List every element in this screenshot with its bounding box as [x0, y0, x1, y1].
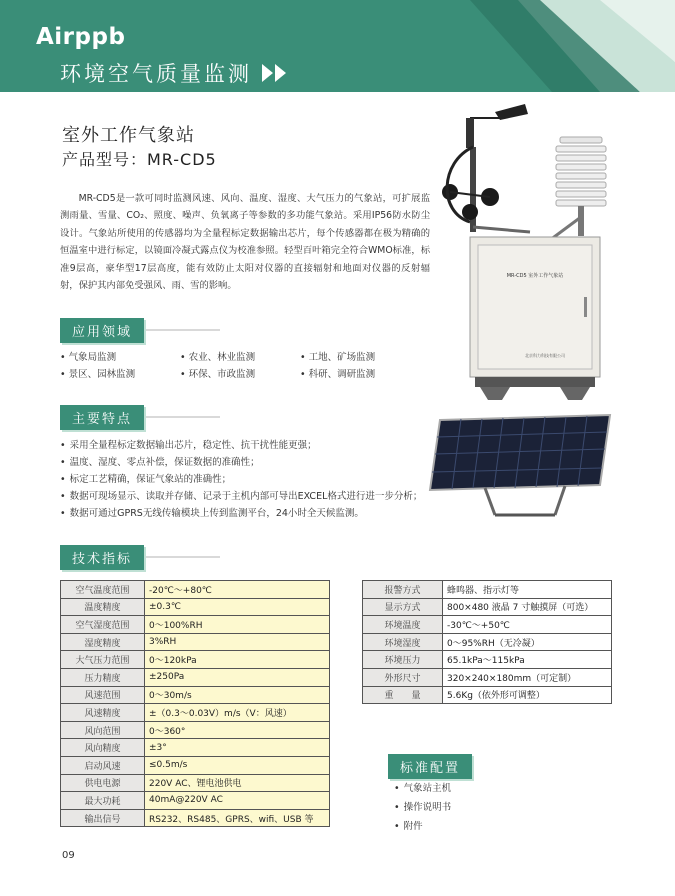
- table-row: [363, 686, 612, 704]
- spec-key: 温度精度: [61, 598, 145, 616]
- product-title: 室外工作气象站: [62, 125, 195, 146]
- table-row: [61, 598, 330, 616]
- spec-value: ±0.3℃: [145, 598, 330, 616]
- table-row: [61, 668, 330, 686]
- section-specs-heading: 技术指标: [60, 545, 144, 570]
- list-item: • 景区、园林监测: [60, 366, 180, 383]
- table-row: [363, 633, 612, 651]
- section-applications-heading: 应用领域: [60, 318, 144, 343]
- brand-logo: Airppb: [36, 24, 126, 50]
- spec-key: 湿度精度: [61, 633, 145, 651]
- spec-value: 0～120kPa: [145, 651, 330, 669]
- spec-value: -20℃～+80℃: [145, 581, 330, 599]
- spec-value: RS232、RS485、GPRS、wifi、USB 等: [145, 809, 330, 827]
- list-item: • 采用全量程标定数据输出芯片，稳定性、抗干扰性能更强；: [60, 437, 440, 454]
- weather-station-image: [430, 92, 630, 412]
- features-list: [60, 437, 440, 522]
- spec-key: 报警方式: [363, 581, 443, 599]
- spec-value: ±3°: [145, 739, 330, 757]
- spec-value: 320×240×180mm（可定制）: [443, 668, 612, 686]
- spec-key: 供电电源: [61, 774, 145, 792]
- section-features-heading: 主要特点: [60, 405, 144, 430]
- table-row: [363, 616, 612, 634]
- spec-value: 0～95%RH（无冷凝）: [443, 633, 612, 651]
- spec-value: 5.6Kg（依外形可调整）: [443, 686, 612, 704]
- spec-key: 空气湿度范围: [61, 616, 145, 634]
- table-row: [61, 651, 330, 669]
- spec-value: ±250Pa: [145, 668, 330, 686]
- page-number: 09: [62, 850, 75, 861]
- spec-value: 65.1kPa～115kPa: [443, 651, 612, 669]
- spec-key: 输出信号: [61, 809, 145, 827]
- spec-key: 外形尺寸: [363, 668, 443, 686]
- table-row: [61, 721, 330, 739]
- spec-key: 环境湿度: [363, 633, 443, 651]
- spec-key: 大气压力范围: [61, 651, 145, 669]
- spec-value: ≤0.5m/s: [145, 756, 330, 774]
- applications-list: [60, 349, 400, 383]
- spec-key: 风速范围: [61, 686, 145, 704]
- section-applications: [60, 318, 144, 342]
- table-row: [363, 581, 612, 599]
- list-item: • 环保、市政监测: [180, 366, 300, 383]
- table-row: [61, 616, 330, 634]
- spec-value: 0～100%RH: [145, 616, 330, 634]
- spec-key: 风速精度: [61, 704, 145, 722]
- table-row: [61, 809, 330, 827]
- spec-key: 重 量: [363, 686, 443, 704]
- list-item: • 数据可通过GPRS无线传输模块上传到监测平台，24小时全天候监测。: [60, 505, 440, 522]
- list-item: • 气象局监测: [60, 349, 180, 366]
- section-config-heading: 标准配置: [388, 754, 472, 779]
- list-item: • 数据可现场显示、读取并存储、记录于主机内部可导出EXCEL格式进行进一步分析；: [60, 488, 440, 505]
- product-model: 产品型号：MR-CD5: [62, 150, 217, 169]
- list-item: • 标定工艺精确，保证气象站的准确性；: [60, 471, 440, 488]
- table-row: [61, 633, 330, 651]
- table-row: [61, 581, 330, 599]
- spec-key: 环境温度: [363, 616, 443, 634]
- list-item: • 农业、林业监测: [180, 349, 300, 366]
- spec-value: 800×480 液晶 7 寸触摸屏（可选）: [443, 598, 612, 616]
- spec-key: 空气温度范围: [61, 581, 145, 599]
- spec-key: 环境压力: [363, 651, 443, 669]
- spec-value: 220V AC、锂电池供电: [145, 774, 330, 792]
- table-row: [363, 668, 612, 686]
- spec-key: 风向精度: [61, 739, 145, 757]
- section-specs: [60, 545, 144, 569]
- spec-key: 最大功耗: [61, 792, 145, 810]
- spec-value: 蜂鸣器、指示灯等: [443, 581, 612, 599]
- list-item: • 附件: [394, 817, 451, 836]
- spec-key: 风向范围: [61, 721, 145, 739]
- config-list: [394, 779, 451, 836]
- section-features: [60, 405, 144, 429]
- table-row: [363, 651, 612, 669]
- spec-value: 3%RH: [145, 633, 330, 651]
- list-item: • 操作说明书: [394, 798, 451, 817]
- table-row: [61, 686, 330, 704]
- banner-subtitle: [60, 58, 288, 88]
- list-item: • 气象站主机: [394, 779, 451, 798]
- list-item: • 工地、矿场监测: [300, 349, 420, 366]
- header-banner: [0, 0, 675, 92]
- spec-value: 0～360°: [145, 721, 330, 739]
- spec-key: 启动风速: [61, 756, 145, 774]
- spec-key: 显示方式: [363, 598, 443, 616]
- banner-subtitle-text: 环境空气质量监测: [60, 62, 252, 86]
- table-row: [363, 598, 612, 616]
- solar-panel-image: [425, 410, 625, 525]
- table-row: [61, 756, 330, 774]
- spec-value: 40mA@220V AC: [145, 792, 330, 810]
- cabinet-maker: 北京科力科技有限公司: [525, 353, 565, 358]
- table-row: [61, 739, 330, 757]
- table-row: [61, 704, 330, 722]
- section-config: [388, 754, 472, 778]
- specs-table-left: [60, 580, 330, 827]
- cabinet-label: MR-CD5 室外工作气象站: [506, 273, 564, 279]
- product-description: MR-CD5是一款可同时监测风速、风向、温度、湿度、大气压力的气象站，可扩展监测雨量、雪量、CO₂、照度、噪声、负氧离子等参数的多功能气象站。采用IP56防水防尘设计。气象站所使用的传感器均为全量程标定数据输出芯片，每个传感器都在极为精确的恒温室中进行标定，以镜面冷凝式露点仪为校准参照。轻型百叶箱完全符合WMO标准，标准9层高，豪华型17层高度，能有效防止太阳对仪器的直接辐射和地面对仪器的反射辐射，保护其内部免受强风、雨、雪的影响。: [60, 193, 430, 292]
- double-arrow-icon: [262, 64, 288, 82]
- table-row: [61, 774, 330, 792]
- list-item: • 科研、调研监测: [300, 366, 420, 383]
- table-row: [61, 792, 330, 810]
- list-item: • 温度、湿度、零点补偿，保证数据的准确性；: [60, 454, 440, 471]
- spec-value: 0～30m/s: [145, 686, 330, 704]
- spec-key: 压力精度: [61, 668, 145, 686]
- spec-value: ±（0.3～0.03V）m/s（V：风速）: [145, 704, 330, 722]
- spec-value: -30℃～+50℃: [443, 616, 612, 634]
- specs-table-right: [362, 580, 612, 704]
